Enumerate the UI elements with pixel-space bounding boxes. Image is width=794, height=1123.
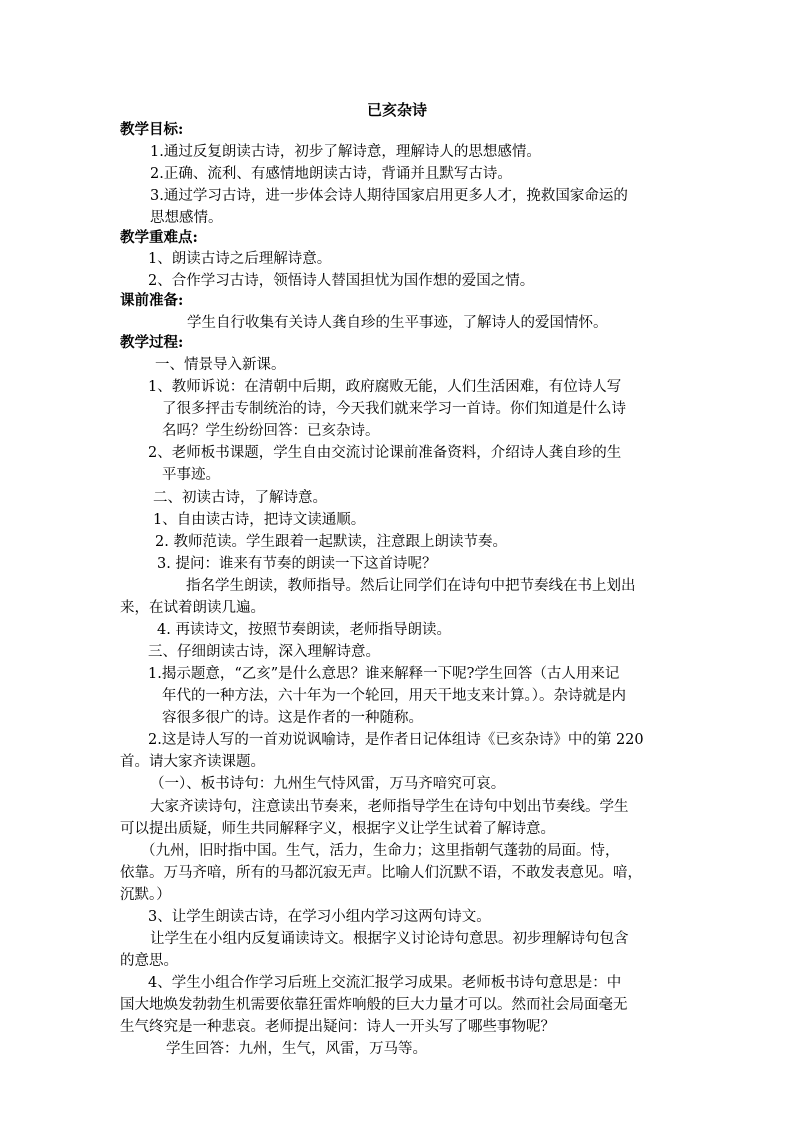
process-line: 容很多很广的诗。这是作者的一种随称。 [162,710,423,726]
process-line: 年代的一种方法，六十年为一个轮回，用天干地支来计算。）。杂诗就是内 [162,688,626,704]
prep-heading: 课前准备: [120,292,184,309]
process-line: 1、自由读古诗，把诗文读通顺。 [153,512,366,528]
process-line: 学生回答：九州，生气，风雷，万马等。 [166,1041,427,1057]
process-line: 来，在试着朗读几遍。 [120,600,265,616]
process-line: 2、老师板书课题，学生自由交流讨论课前准备资料，介绍诗人龚自珍的生 [148,445,622,461]
process-line: 可以提出质疑，师生共同解释字义，根据字义让学生试着了解诗意。 [120,821,555,837]
process-line: 了很多抨击专制统治的诗，今天我们就来学习一首诗。你们知道是什么诗 [162,401,626,417]
goals-line: 思想感情。 [150,210,223,226]
process-line: 1、教师诉说：在清朝中后期，政府腐败无能，人们生活困难，有位诗人写 [148,379,622,395]
process-line: 依靠。万马齐喑，所有的马都沉寂无声。比喻人们沉默不语，不敢发表意见。喑， [120,865,642,881]
process-line: 国大地焕发勃勃生机需要依靠狂雷炸响般的巨大力量才可以。然而社会局面毫无 [120,997,628,1013]
process-line: 2.这是诗人写的一首劝说讽喻诗，是作者日记体组诗《已亥杂诗》中的第 220 [148,732,644,748]
goals-line: 2.正确、流利、有感情地朗读古诗，背诵并且默写古诗。 [150,166,512,182]
process-line: （一）、板书诗句：九州生气恃风雷，万马齐喑究可哀。 [150,776,506,792]
process-line: 4. 再读诗文，按照节奏朗读，老师指导朗读。 [157,622,451,638]
process-line: 4、学生小组合作学习后班上交流汇报学习成果。老师板书诗句意思是：中 [148,975,622,991]
process-heading: 教学过程: [120,334,184,351]
process-line: 生气终究是一种悲哀。老师提出疑问：诗人一开头写了哪些事物呢？ [120,1019,555,1035]
process-line: （九州，旧时指中国。生气，活力，生命力；这里指朝气蓬勃的局面。恃， [141,843,620,859]
key-points-line: 2、合作学习古诗，领悟诗人替国担忧为国作想的爱国之情。 [148,273,535,289]
prep-line: 学生自行收集有关诗人龚自珍的生平事迹，了解诗人的爱国情怀。 [187,315,608,331]
goals-line: 1.通过反复朗读古诗，初步了解诗意，理解诗人的思想感情。 [150,144,541,160]
process-line: 沉默。） [120,887,171,903]
process-line: 让学生在小组内反复诵读诗文。根据字义讨论诗句意思。初步理解诗句包含 [150,931,629,947]
process-line: 名吗？学生纷纷回答：已亥杂诗。 [162,423,380,439]
process-line: 2. 教师范读。学生跟着一起默读，注意跟上朗读节奏。 [155,534,507,550]
process-line: 3、让学生朗读古诗，在学习小组内学习这两句诗文。 [148,909,491,925]
goals-line: 3.通过学习古诗，进一步体会诗人期待国家启用更多人才，挽救国家命运的 [150,188,628,204]
page-title: 已亥杂诗 [367,101,428,119]
process-line: 平事迹。 [162,467,220,483]
key-points-line: 1、朗读古诗之后理解诗意。 [148,251,332,267]
process-line: 3. 提问：谁来有节奏的朗读一下这首诗呢？ [157,556,437,572]
process-line: 大家齐读诗句，注意读出节奏来，老师指导学生在诗句中划出节奏线。学生 [150,799,629,815]
process-line: 一、情景导入新课。 [155,357,286,373]
process-line: 指名学生朗读，教师指导。然后让同学们在诗句中把节奏线在书上划出 [186,578,636,594]
process-line: 三、仔细朗读古诗，深入理解诗意。 [148,644,380,660]
process-line: 1.揭示题意，“乙亥”是什么意思？谁来解释一下呢?学生回答（古人用来记 [148,666,620,682]
process-line: 二、初读古诗，了解诗意。 [153,490,327,506]
key-points-heading: 教学重难点: [120,229,198,246]
process-line: 的意思。 [120,953,178,969]
goals-heading: 教学目标: [120,121,184,138]
process-line: 首。请大家齐读课题。 [120,754,265,770]
